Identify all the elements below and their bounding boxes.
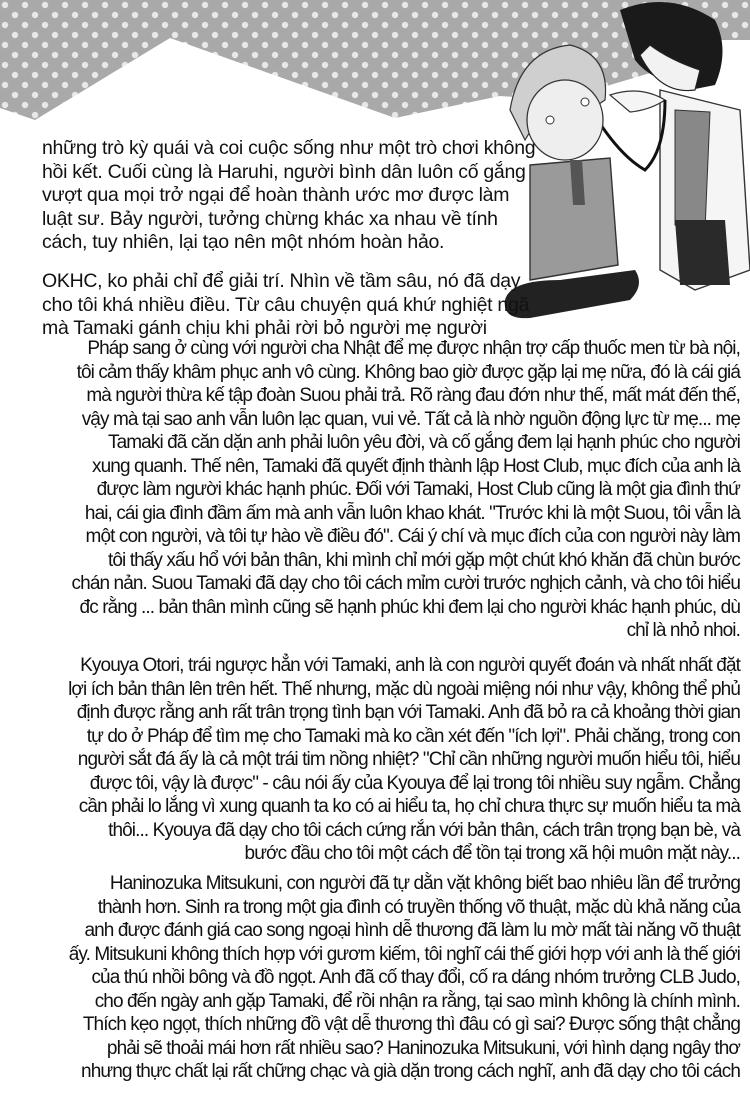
text-line: của thú nhồi bông và đồ ngọt. Anh đã cố thay đổi, cố ra dáng nhóm trưởng CLB Judo, [91,967,740,988]
text-line: luật sư. Bảy người, tưởng chừng khác xa nhau về tính [42,207,498,230]
text-line: mà người thừa kế tập đoàn Suou phải trả. Rõ ràng đau đớn như thế, mất mát đến thế, [86,385,740,406]
paragraph-mitsukuni [20,872,740,1084]
text-line: Haninozuka Mitsukuni, con người đã tự dằn vặt không biết bao nhiêu lần để trưởng [109,873,740,894]
text-line: bước đầu cho tôi một cách để tồn tại trong xã hội muôn mặt này... [244,843,740,864]
text-line: nhưng thực chất lại rất chững chạc và già dặn trong cách nghĩ, anh đã dạy cho tôi cách [81,1061,740,1082]
text-line: hai, cái gia đình đầm ấm mà anh vẫn luôn khao khát. "Trước khi là một Suou, tôi vẫn là [84,502,740,524]
text-line: ấy. Mitsukuni không thích hợp với gươm kiếm, tôi nghĩ cái thế giới hợp với anh là thế giới [68,943,740,965]
text-line: Thích kẹo ngọt, thích những đồ vật dễ thương thì đâu có gì sai? Được sống thật chẳng [82,1014,740,1035]
text-line: phải sẽ thoải mái hơn rất nhiều sao? Haninozuka Mitsukuni, với hình dạng ngây thơ [106,1037,740,1059]
text-line: lợi ích bản thân lên trên hết. Thế nhưng, mặc dù ngoài miệng nói như vậy, không thể phủ [68,678,740,700]
text-line: Tamaki đã căn dặn anh phải luôn yêu đời, và cố gắng đem lại hạnh phúc cho người [107,432,740,453]
text-line: định được rằng anh rất trân trọng tình bạn với Tamaki. Anh đã bỏ ra cả khoảng thời gian [76,702,740,723]
text-line: cho tôi khá nhiều điều. Từ câu chuyện quá khứ nghiệt ngã [42,293,530,316]
text-line: Pháp sang ở cùng với người cha Nhật để mẹ được nhận trợ cấp thuốc men từ bà nội, [87,338,740,359]
paragraph-tamaki-body [20,337,740,643]
text-line: một con người, và tôi tự hào về điều đó". Cái ý chí và mục đích của con người này làm [85,526,740,547]
text-line: chán nản. Suou Tamaki đã dạy cho tôi cách mỉm cười trước nghịch cảnh, và cho tôi hiểu [71,573,740,594]
text-line: OKHC, ko phải chỉ để giải trí. Nhìn về tầm sâu, nó đã dạy [42,270,521,292]
text-line: xung quanh. Thế nên, Tamaki đã quyết định thành lập Host Club, mục đích của anh là [92,455,740,477]
text-line: tôi thấy xấu hổ với bản thân, khi mình chỉ mới gặp một chút khó khăn đã chùn bước [107,549,740,571]
text-line: được làm người khác hạnh phúc. Đối với Tamaki, Host Club cũng là một gia đình thứ [96,479,740,500]
text-line: tôi cảm thấy khâm phục anh vô cùng. Không bao giờ được gặp lại mẹ nữa, đó là cái giá [76,361,740,383]
paragraph-tamaki-intro [42,270,529,341]
text-line: được tôi, vậy là được" - câu nói ấy của Kyouya để lại trong tôi nhiều suy ngẫm. Chẳng [89,772,740,794]
text-line: thành hơn. Sinh ra trong một gia đình có truyền thống võ thuật, mặc dù khả năng của [97,896,740,918]
text-line: hồi kết. Cuối cùng là Haruhi, người bình dân luôn cố gắng [42,160,526,183]
text-line: tự do ở Pháp để tìm mẹ cho Tamaki mà ko cần xét đến "ích lợi". Phải chăng, trong con [86,725,740,747]
text-line: những trò kỳ quái và coi cuộc sống như một trò chơi không [42,137,536,159]
paragraph-kyouya [20,654,740,866]
text-line: cần phải lo lắng vì xung quanh ta ko có ai hiểu ta, họ chỉ chưa thực sự muốn hiểu ta mà [78,796,740,817]
text-line: người sắt đá ấy là cả một trái tim nồng nhiệt? "Chỉ cần những người muốn hiểu tôi, hiểu [77,749,740,770]
paragraph-host-club-members [42,137,535,255]
text-line: chỉ là nhỏ nhoi. [626,620,740,641]
text-line: thôi... Kyouya đã dạy cho tôi cách cứng rắn với bản thân, cách trân trọng bạn bè, và [108,819,740,841]
text-line: anh được đánh giá cao song ngoại hình dễ thương đã làm lu mờ mất tài năng võ thuật [84,920,740,941]
text-line: vượt qua mọi trở ngại để hoàn thành ước mơ được làm [42,184,510,207]
text-line: vậy mà tại sao anh vẫn luôn lạc quan, vui vẻ. Tất cả là nhờ nguồn động lực từ mẹ... mẹ [81,408,740,430]
text-line: mà Tamaki gánh chịu khi phải rời bỏ người mẹ người [42,317,487,340]
text-line: đc rằng ... bản thân mình cũng sẽ hạnh phúc khi đem lại cho người khác hạnh phúc, dù [79,596,740,618]
text-line: Kyouya Otori, trái ngược hẳn với Tamaki, anh là con người quyết đoán và nhất nhất đặt [80,655,740,676]
text-line: cho đến ngày anh gặp Tamaki, để rồi nhận ra rằng, tại sao mình không là chính mình. [94,990,740,1012]
text-line: cách, tuy nhiên, lại tạo nên một nhóm hoàn hảo. [42,231,445,254]
